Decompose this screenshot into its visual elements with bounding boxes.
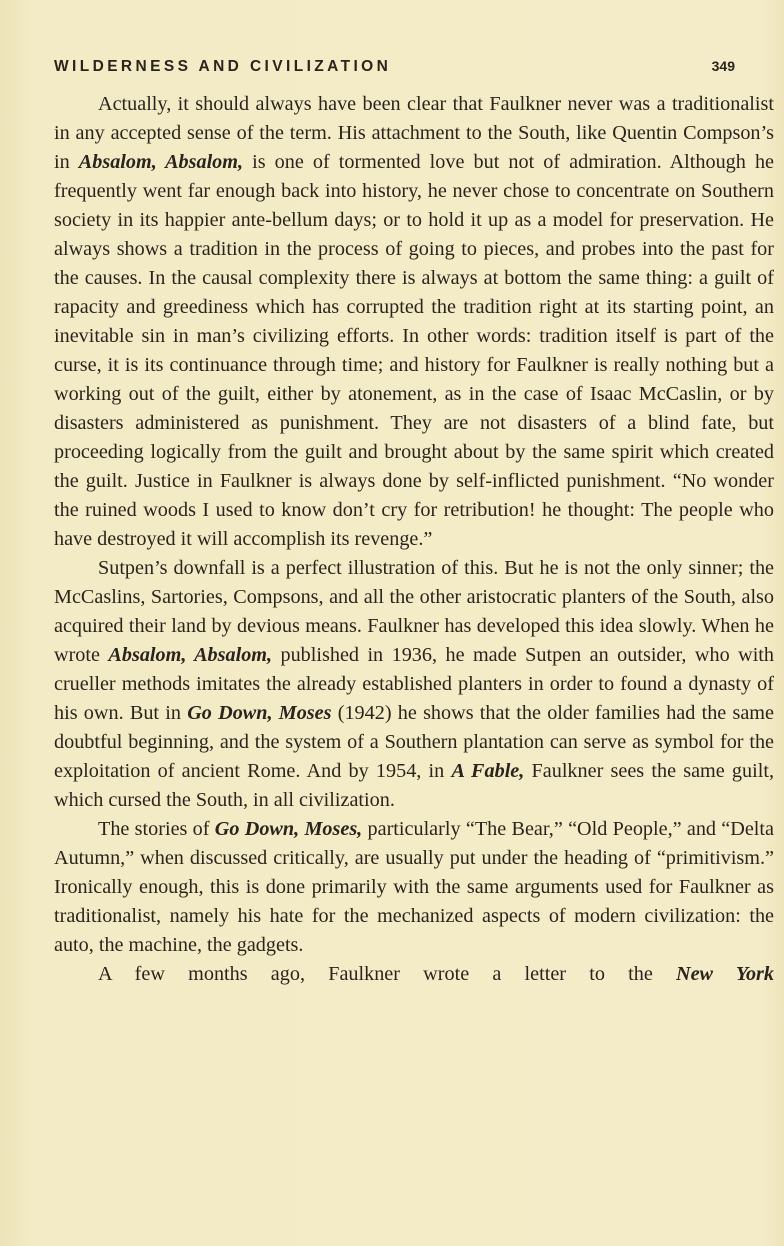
italic-title: Go Down, Moses bbox=[187, 702, 332, 724]
text-run: A few months ago, Faulkner wrote a letter to the bbox=[98, 963, 677, 985]
italic-title: A Fable, bbox=[451, 760, 525, 782]
running-title: WILDERNESS AND CIVILIZATION bbox=[54, 58, 392, 75]
text-run: published in 1936, he made Sutpen an outsider, who with crueller methods imitates the already established planters in order to found a dynasty of his own. But in bbox=[54, 644, 774, 724]
paragraph bbox=[54, 90, 774, 554]
text-run: is one of tormented love but not of admiration. Although he frequently went far enough back into history, he never chose to concentrate on Southern society in its happier ante-bellum days; or to hold it up as a model for preservation. He always shows a tradition in the process of going to pieces, and probes into the past for the causes. In the causal complexity there is always at bottom the same thing: a guilt of rapacity and greediness which has corrupted the tradition right at its starting point, an inevitable sin in man’s civilizing efforts. In other words: tradition itself is part of the curse, it is its continuance through time; and history for Faulkner is really nothing but a working out of the guilt, either by atonement, as in the case of Isaac McCaslin, or by disasters administered as punishment. They are not disasters of a blind fate, but proceeding logically from the guilt and brought about by the same spirit which created the guilt. Justice in Faulkner is always done by self-inflicted punishment. “No wonder the ruined woods I used to know don’t cry for retribution! he thought: The people who have destroyed it will accomplish its revenge.” bbox=[54, 151, 774, 550]
italic-title: Go Down, Moses, bbox=[214, 818, 363, 840]
body-text bbox=[54, 90, 774, 989]
paragraph bbox=[54, 554, 774, 815]
text-run: (1942) he shows that the older families had the same doubtful beginning, and the system of a Southern plantation can serve as symbol for the exploitation of ancient Rome. And by 1954, in bbox=[54, 702, 774, 782]
text-run: Sutpen’s downfall is a perfect illustration of this. But he is not the only sinner; the McCaslins, Sartories, Compsons, and all the other aristocratic planters of the South, also acquired their land by devious means. Faulkner has developed this idea slowly. When he wrote bbox=[54, 557, 774, 666]
running-header bbox=[54, 58, 757, 76]
text-run: The stories of bbox=[98, 818, 215, 840]
text-run: Faulkner sees the same guilt, which cursed the South, in all civilization. bbox=[54, 760, 774, 811]
italic-title: New York bbox=[676, 963, 775, 985]
text-run: particularly “The Bear,” “Old People,” and “Delta Autumn,” when discussed critically, are usually put under the heading of “primitivism.” Ironically enough, this is done primarily with the same arguments used for Faulkner as traditionalist, namely his hate for the mechanized aspects of modern civilization: the auto, the machine, the gadgets. bbox=[54, 818, 774, 956]
page-number: 349 bbox=[711, 58, 735, 74]
italic-title: Absalom, Absalom, bbox=[78, 151, 244, 173]
paragraph bbox=[54, 960, 774, 989]
italic-title: Absalom, Absalom, bbox=[108, 644, 273, 666]
text-run: Actually, it should always have been clear that Faulkner never was a traditionalist in any accepted sense of the term. His attachment to the South, like Quentin Compson’s in bbox=[54, 93, 774, 173]
paragraph bbox=[54, 815, 774, 960]
